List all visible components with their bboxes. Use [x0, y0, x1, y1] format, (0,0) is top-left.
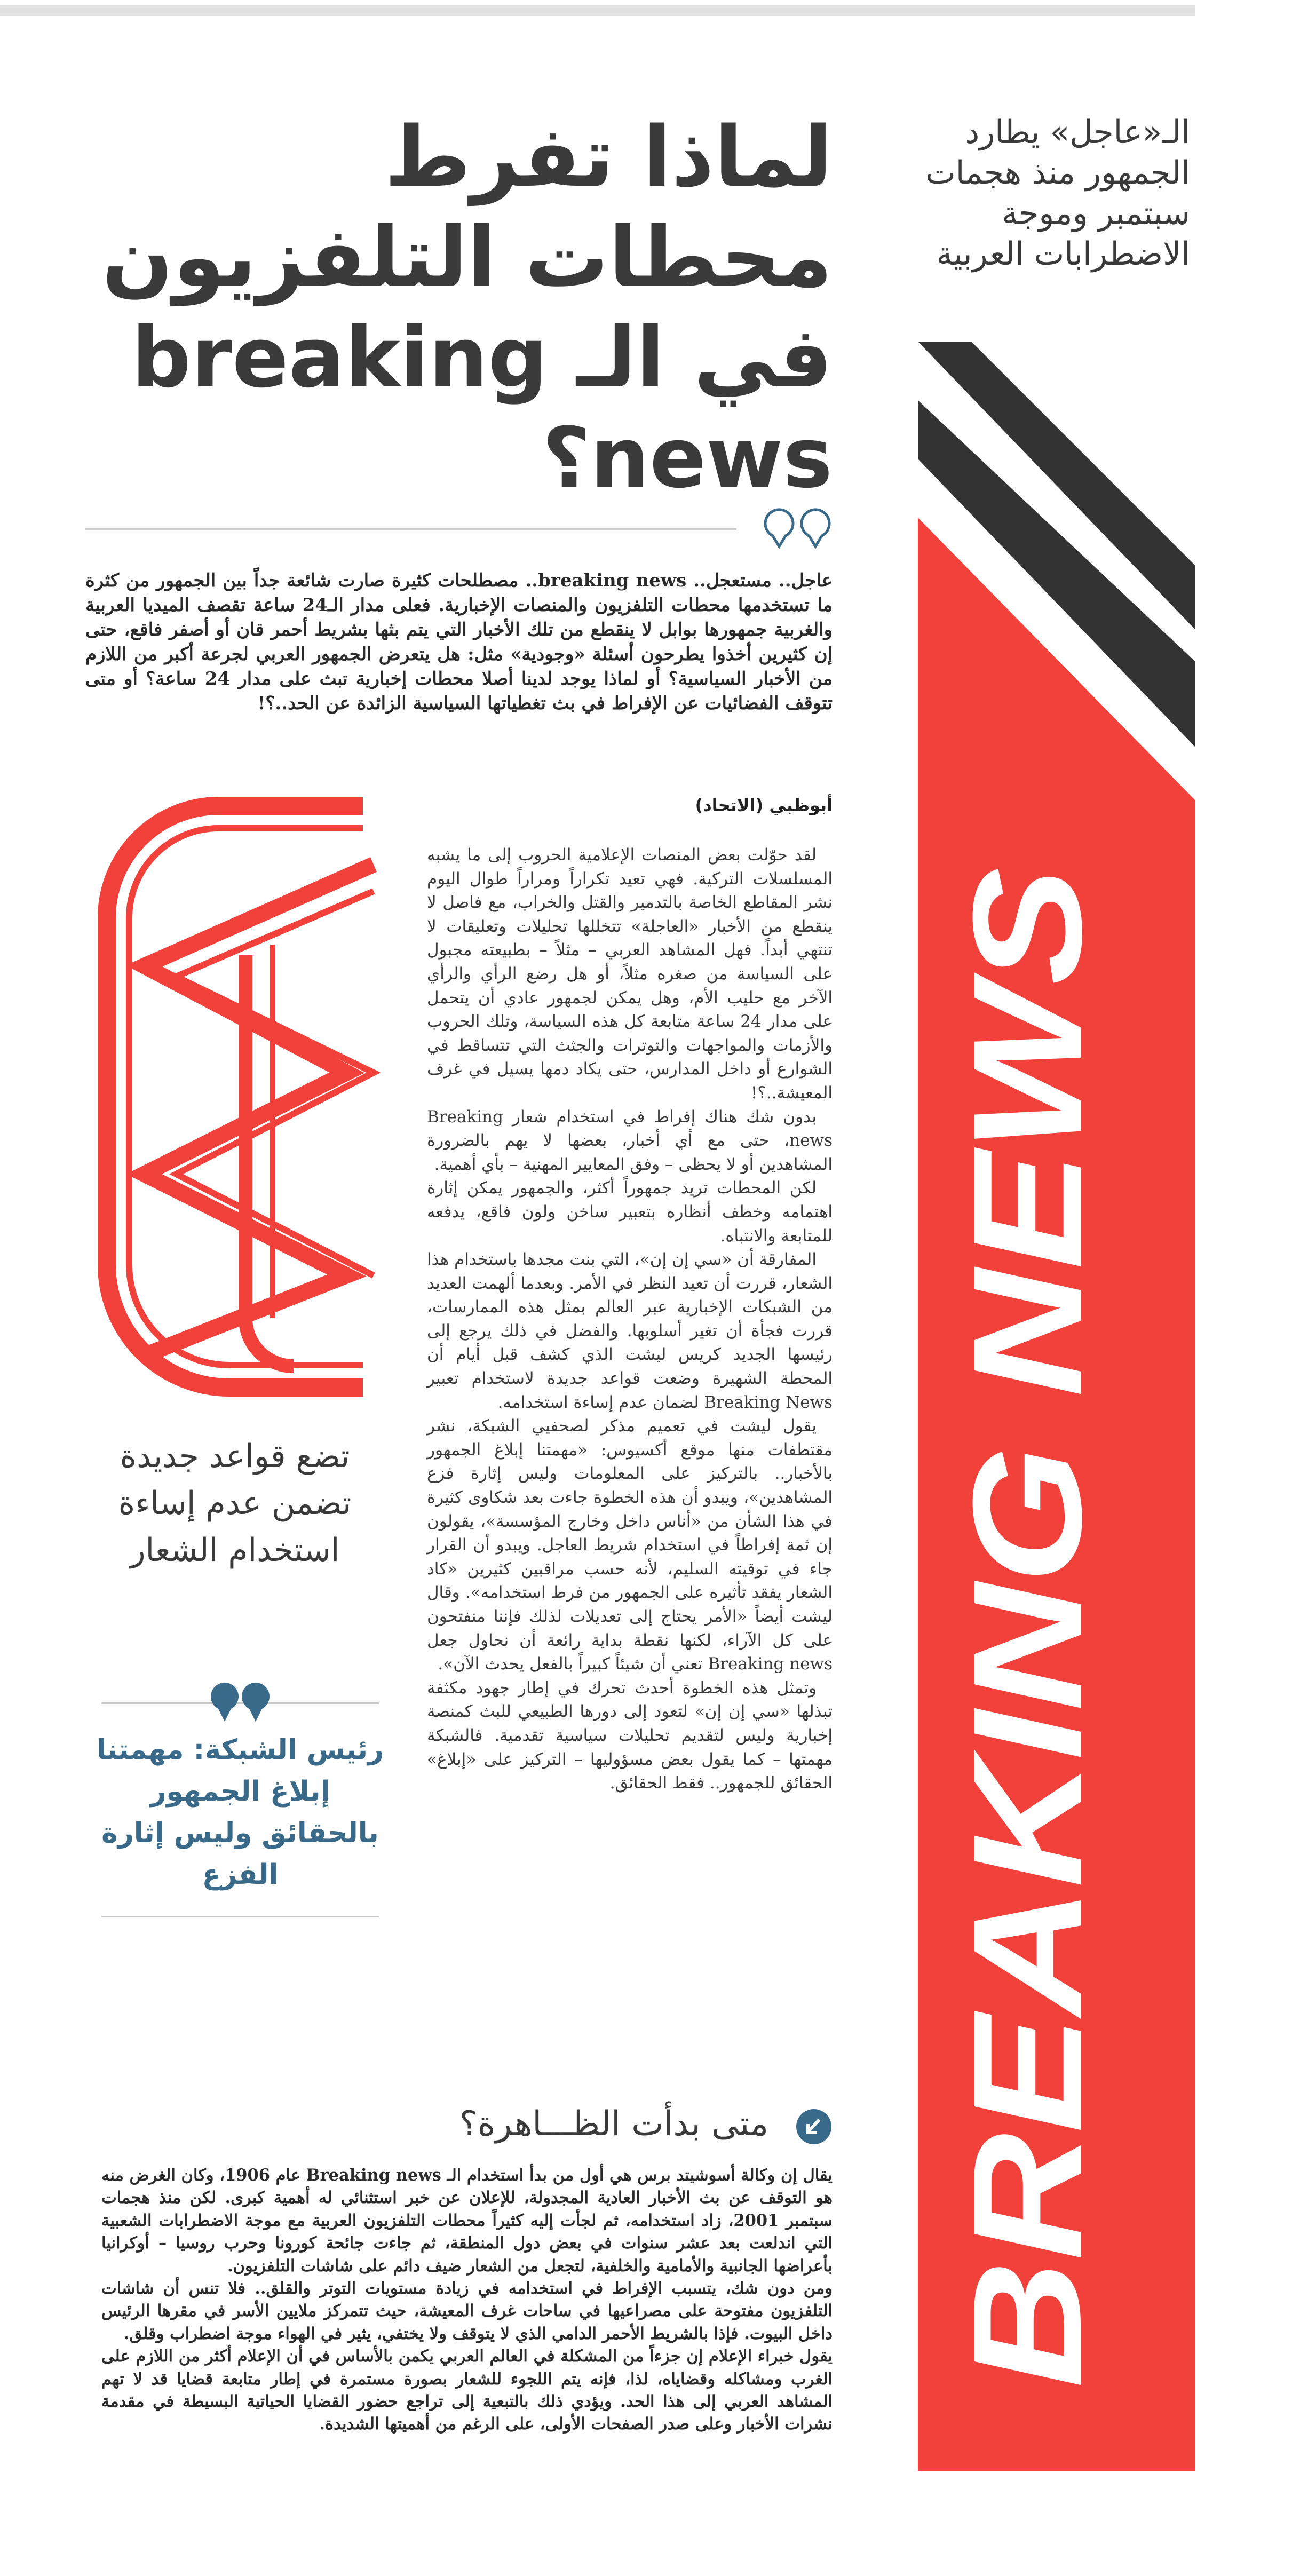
breaking-news-banner	[918, 342, 1195, 2471]
quote-icon	[205, 1681, 275, 1724]
cnn-logo	[85, 795, 395, 1409]
section-body	[101, 2164, 833, 2436]
intro-paragraph: عاجل.. مستعجل.. breaking news.. مصطلحات كثيرة صارت شائعة جداً بين الجمهور من كثرة ما تستخدمها محطات التلفزيون والمنصات الإخبارية. فعلى مدار الـ24 ساعة تقصف الميديا العربية والغربية جمهورها بوابل لا ينقطع من تلك الأخبار التي يتم بثها بشريط أحمر قان أو أصفر فاقع، حتى إن كثيرين أخذوا يطرحون أسئلة «وجودية» مثل: هل يتعرض الجمهور العربي لجرعة أكبر من اللازم من الأخبار السياسية؟ أو لماذا يوجد لدينا أصلا محطات إخبارية تبث على مدار 24 ساعة؟ أو متى تتوقف الفضائيات عن الإفراط في بث تغطياتها السياسية الزائدة عن الحد..؟!	[85, 570, 833, 714]
arrow-circle-icon	[795, 2108, 833, 2145]
section-paragraph: يقال إن وكالة أسوشيتد برس هي أول من بدأ استخدام الـ Breaking news عام 1906، وكان الغرض منه هو التوقف عن بث الأخبار العادية المجدولة، للإعلان عن خبر استثنائي له أهمية كبرى. لكن منذ هجمات سبتمبر 2001، زاد استخدامه، ثم لجأت إليه كثيراً محطات التلفزيون العربية مع موجة الاضطرابات الشعبية التي اندلعت بعد عشر سنوات في بعض دول المنطقة، ثم جاءت جائحة كورونا وحرب روسيا – أوكرانيا بأعراضها الجانبية والأمامية والخلفية، لتجعل من الشعار ضيف دائم على شاشات التلفزيون.	[101, 2166, 833, 2276]
section-paragraph: يقول خبراء الإعلام إن جزءاً من المشكلة في العالم العربي يكمن بالأساس في أن الإعلام أكثر من اللازم على الغرب ومشاكله وقضاياه، لذا، فإنه يتم اللجوء للشعار بصورة مستمرة في إطار متابعة قضايا قد لا تهم المشاهد العربي إلى هذا الحد. ويؤدي ذلك بالتبعية إلى تراجع حضور القضايا الحياتية البسيطة في مقدمة نشرات الأخبار وعلى صدر الصفحات الأولى، على الرغم من أهميتها الشديدة.	[101, 2347, 833, 2434]
article-paragraph: المفارقة أن «سي إن إن»، التي بنت مجدها باستخدام هذا الشعار، قررت أن تعيد النظر في الأمر. وبعدما ألهمت العديد من الشبكات الإخبارية عبر العالم بمثل هذه الممارسات، قررت فجأة أن تغير أسلوبها. والفضل في ذلك يرجع إلى رئيسها الجديد كريس ليشت الذي كشف قبل أيام أن المحطة الشهيرة وضعت قواعد جديدة لاستخدام تعبير Breaking News لضمان عدم إساءة استخدامه.	[427, 1250, 833, 1412]
dateline: أبوظبي (الاتحاد)	[695, 795, 833, 815]
article-body	[427, 843, 833, 1795]
divider-line	[85, 528, 736, 530]
article-paragraph: بدون شك هناك إفراط في استخدام شعار Breaking news، حتى مع أي أخبار، بعضها لا يهم بالضرورة المشاهدين أو لا يحظى – وفق المعايير المهنية – بأي أهمية.	[427, 1107, 833, 1174]
quote-icon	[758, 507, 838, 550]
article-paragraph: يقول ليشت في تعميم مذكر لصحفيي الشبكة، نشر مقتطفات منها موقع أكسيوس: «مهمتنا إبلاغ الجمهور بالأخبار.. بالتركيز على المعلومات وليس إثارة فزع المشاهدين»، ويبدو أن هذه الخطوة جاءت بعد شكاوى كثيرة في هذا الشأن من «أناس داخل وخارج المؤسسة»، يقولون إن ثمة إفراطاً في استخدام شريط العاجل. ويبدو أن القرار جاء في توقيته السليم، لأنه حسب مراقبين كثيرين «كاد الشعار يفقد تأثيره على الجمهور من فرط استخدامه». وقال ليشت أيضاً «الأمر يحتاج إلى تعديلات لذلك فإننا منفتحون على كل الآراء، لكنها نقطة بداية رائعة أن نحاول جعل Breaking news تعني أن شيئاً كبيراً بالفعل يحدث الآن».	[427, 1416, 833, 1674]
banner-text: BREAKING NEWS	[941, 1055, 1114, 2388]
section-heading: متى بدأت الظـــاهرة؟	[459, 2104, 768, 2144]
headline: لماذا تفرط محطات التلفزيون في الـ breaking news؟	[102, 108, 833, 506]
article-paragraph: لكن المحطات تريد جمهوراً أكثر، والجمهور يمكن إثارة اهتمامه وخطف أنظاره بتعبير ساخن ولون فاقع، يدفعه للمتابعة والانتباه.	[427, 1178, 833, 1246]
article-paragraph: وتمثل هذه الخطوة أحدث تحرك في إطار جهود مكثفة تبذلها «سي إن إن» لتعود إلى دورها الطبيعي للبث كمنصة إخبارية وليس لتقديم تحليلات سياسية تقدمية. فالشبكة مهمتها – كما يقول بعض مسؤوليها – التركيز على «إبلاغ» الحقائق للجمهور.. فقط الحقائق.	[427, 1678, 833, 1793]
article-paragraph: لقد حوّلت بعض المنصات الإعلامية الحروب إلى ما يشبه المسلسلات التركية. فهي تعيد تكراراً ومراراً طوال اليوم نشر المقاطع الخاصة بالتدمير والقتل والخراب، مع فاصل لا ينقطع من الأخبار «العاجلة» تتخللها تحليلات وتعليقات لا تنتهي أبداً. فهل المشاهد العربي – مثلاً – بطبيعته مجبول على السياسة من صغره مثلاً، أو هل رضع الرأي والرأي الآخر مع حليب الأم، وهل يمكن لجمهور عادي أن يتحمل على مدار 24 ساعة متابعة كل هذه السياسة، وتلك الحروب والأزمات والمواجهات والتوترات والجثث التي تتساقط في الشوارع أو داخل المدارس، حتى يكاد دمها يسيل في غرف المعيشة..؟!	[427, 845, 833, 1103]
subheadline: الـ«عاجل» يطارد الجمهور منذ هجمات سبتمبر وموجة الاضطرابات العربية	[925, 114, 1190, 273]
section-paragraph: ومن دون شك، يتسبب الإفراط في استخدامه في زيادة مستويات التوتر والقلق.. فلا تنس أن شاشات التلفزيون مفتوحة على مصراعيها في ساحات غرف المعيشة، حيث تتمركز ملايين الأسر في مقرها الرئيس داخل البيوت. فإذا بالشريط الأحمر الدامي الذي لا يتوقف ولا يختفي، يثير في الهواء موجة اضطراب وقلق.	[101, 2279, 833, 2343]
logo-caption: تضع قواعد جديدة تضمن عدم إساءة استخدام الشعار	[118, 1438, 352, 1569]
pullquote-divider	[101, 1916, 379, 1917]
pull-quote: رئيس الشبكة: مهمتنا إبلاغ الجمهور بالحقائق وليس إثارة الفزع	[97, 1734, 384, 1891]
top-bar	[0, 5, 1195, 16]
